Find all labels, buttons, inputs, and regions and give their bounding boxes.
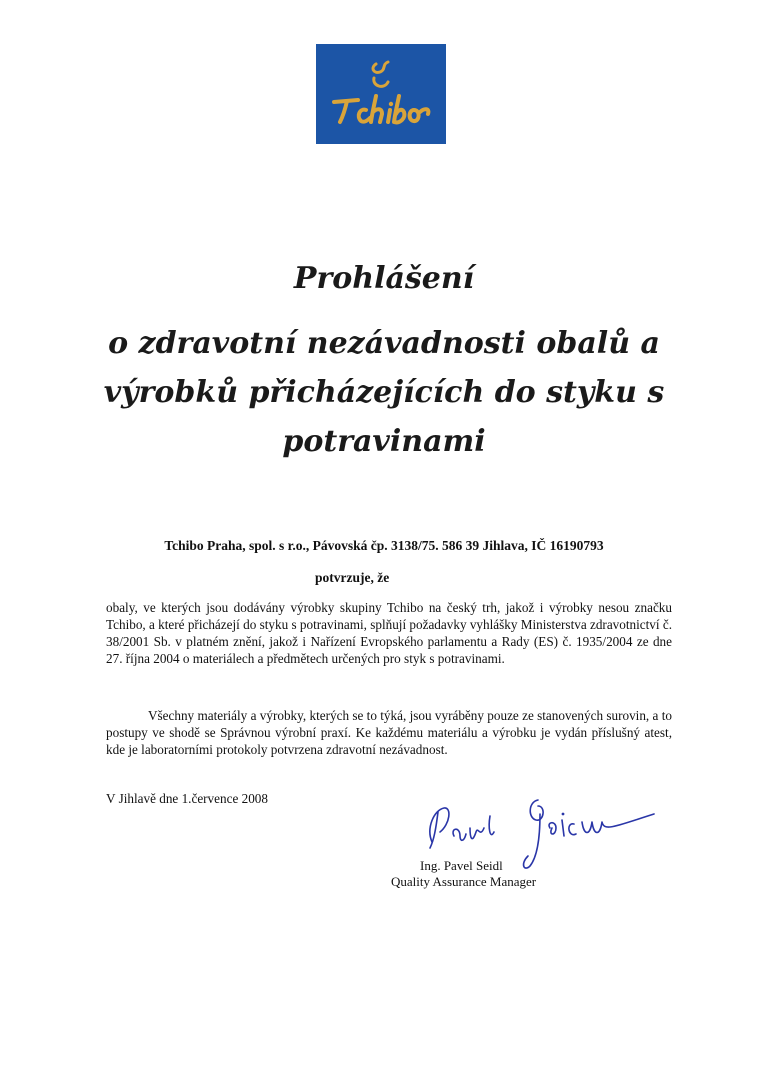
signer-role: Quality Assurance Manager (391, 874, 537, 889)
declaration-paragraph-1: obaly, ve kterých jsou dodávány výrobky skupiny Tchibo na český trh, jakož i výrobky nesou značku Tchibo, a které přicházejí do styku s potravinami, splňují požadavky vyhlášky Ministerstva zdravotnictví č. 38/2001 Sb. v platném znění, jakož i Nařízení Evropského parlamentu a Rady (ES) č. 1935/2004 ze dne 27. října 2004 o materiálech a předmětech určených pro styk s potravinami. (106, 600, 672, 666)
document-subtitle-line-3: potravinami (282, 424, 486, 459)
document-title: Prohlášení (293, 261, 475, 296)
signer-name: Ing. Pavel Seidl (420, 858, 503, 873)
document-subtitle-line-1: o zdravotní nezávadnosti obalů a (108, 326, 660, 361)
place-and-date: V Jihlavě dne 1.července 2008 (106, 791, 268, 806)
document-subtitle-line-2: výrobků přicházejících do styku s (103, 375, 665, 410)
company-details: Tchibo Praha, spol. s r.o., Pávovská čp. 3138/75. 586 39 Jihlava, IČ 16190793 (164, 538, 604, 553)
tchibo-logo-mark (316, 44, 446, 144)
tchibo-logo (316, 44, 446, 144)
declaration-paragraph-2: Všechny materiály a výrobky, kterých se to týká, jsou vyráběny pouze ze stanovených surovin, a to postupy ve shodě se Správnou výrobní praxí. Ke každému materiálu a výrobku je vydán příslušný atest, kde je laboratorními protokoly potvrzena zdravotní nezávadnost. (106, 708, 672, 757)
confirms-heading: potvrzuje, že (315, 570, 390, 585)
